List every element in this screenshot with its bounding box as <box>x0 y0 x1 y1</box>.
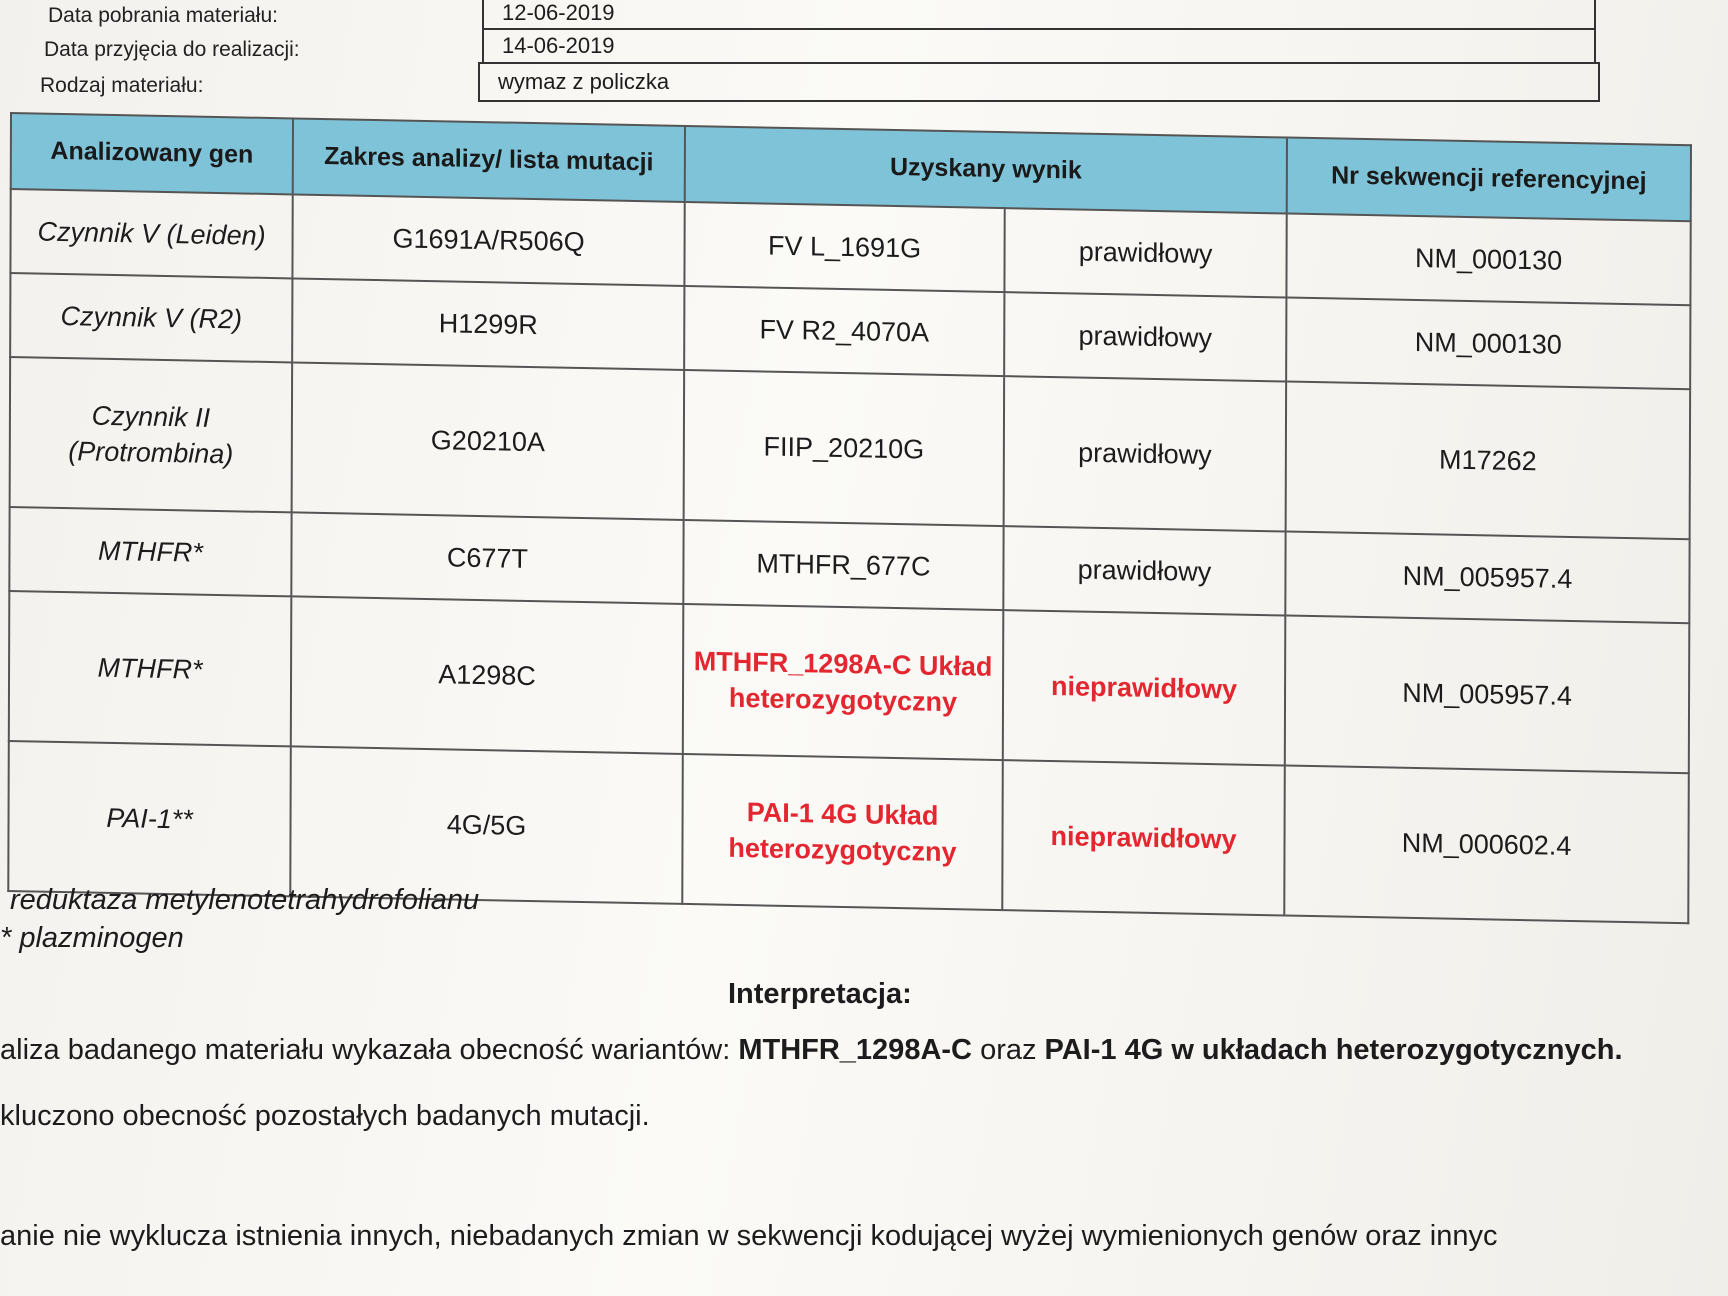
range-cell: C677T <box>291 512 683 604</box>
acceptance-date-label: Data przyjęcia do realizacji: <box>44 38 300 61</box>
range-cell: G1691A/R506Q <box>292 194 684 286</box>
interpretation-line-2: kluczono obecność pozostałych badanych mutacji. <box>0 1100 650 1132</box>
range-cell: A1298C <box>291 596 684 753</box>
collection-date-label: Data pobrania materiału: <box>48 4 278 27</box>
status-cell: prawidłowy <box>1003 526 1285 615</box>
acceptance-date-value: 14-06-2019 <box>482 28 1596 64</box>
result-cell: FIIP_20210G <box>684 370 1005 526</box>
range-cell: H1299R <box>292 278 684 370</box>
status-cell: prawidłowy <box>1004 208 1286 297</box>
result-cell-abnormal: PAI-1 4G Układ heterozygotyczny <box>682 754 1003 910</box>
material-type-value: wymaz z policzka <box>478 62 1600 102</box>
footnote-mthfr: reduktaza metylenotetrahydrofolianu <box>10 884 480 916</box>
gene-cell: MTHFR* <box>9 591 292 746</box>
result-cell-abnormal: MTHFR_1298A-C Układ heterozygotyczny <box>683 604 1004 760</box>
ref-cell: NM_005957.4 <box>1285 532 1689 624</box>
gene-cell: Czynnik V (Leiden) <box>10 189 292 278</box>
ref-cell: NM_000130 <box>1286 214 1690 306</box>
range-cell: G20210A <box>292 362 685 519</box>
result-cell: MTHFR_677C <box>683 520 1003 610</box>
header-ref: Nr sekwencji referencyjnej <box>1287 138 1691 222</box>
gene-cell: PAI-1** <box>8 741 291 896</box>
ref-cell: NM_000602.4 <box>1284 765 1689 923</box>
ref-cell: NM_000130 <box>1286 298 1690 390</box>
gene-cell: MTHFR* <box>9 507 291 596</box>
ref-cell: M17262 <box>1286 382 1691 540</box>
gene-cell: Czynnik II (Protrombina) <box>10 357 293 512</box>
status-cell-abnormal: nieprawidłowy <box>1003 610 1286 765</box>
interpretation-line-1: aliza badanego materiału wykazała obecność wariantów: MTHFR_1298A-C oraz PAI-1 4G w układach heterozygotycznych. <box>0 1034 1623 1066</box>
gene-cell: Czynnik V (R2) <box>10 273 292 362</box>
ref-cell: NM_005957.4 <box>1285 616 1690 774</box>
status-cell: prawidłowy <box>1004 376 1287 531</box>
range-cell: 4G/5G <box>290 746 683 904</box>
status-cell-abnormal: nieprawidłowy <box>1002 760 1285 915</box>
material-type-label: Rodzaj materiału: <box>40 74 204 97</box>
header-gene: Analizowany gen <box>11 113 293 194</box>
results-table <box>7 112 1692 924</box>
header-range: Zakres analizy/ lista mutacji <box>293 118 685 202</box>
variant-2: PAI-1 4G w układach heterozygotycznych. <box>1044 1034 1623 1066</box>
footnote-pai1: * plazminogen <box>0 922 184 954</box>
status-cell: prawidłowy <box>1004 292 1286 381</box>
interpretation-line-3: anie nie wyklucza istnienia innych, niebadanych zmian w sekwencji kodującej wyżej wymienionych genów oraz innyc <box>0 1220 1498 1252</box>
result-cell: FV L_1691G <box>684 202 1004 292</box>
header-result: Uzyskany wynik <box>685 126 1287 214</box>
interpretation-title: Interpretacja: <box>728 978 912 1010</box>
result-cell: FV R2_4070A <box>684 286 1004 376</box>
variant-1: MTHFR_1298A-C <box>738 1034 972 1066</box>
collection-date-value: 12-06-2019 <box>482 0 1596 30</box>
